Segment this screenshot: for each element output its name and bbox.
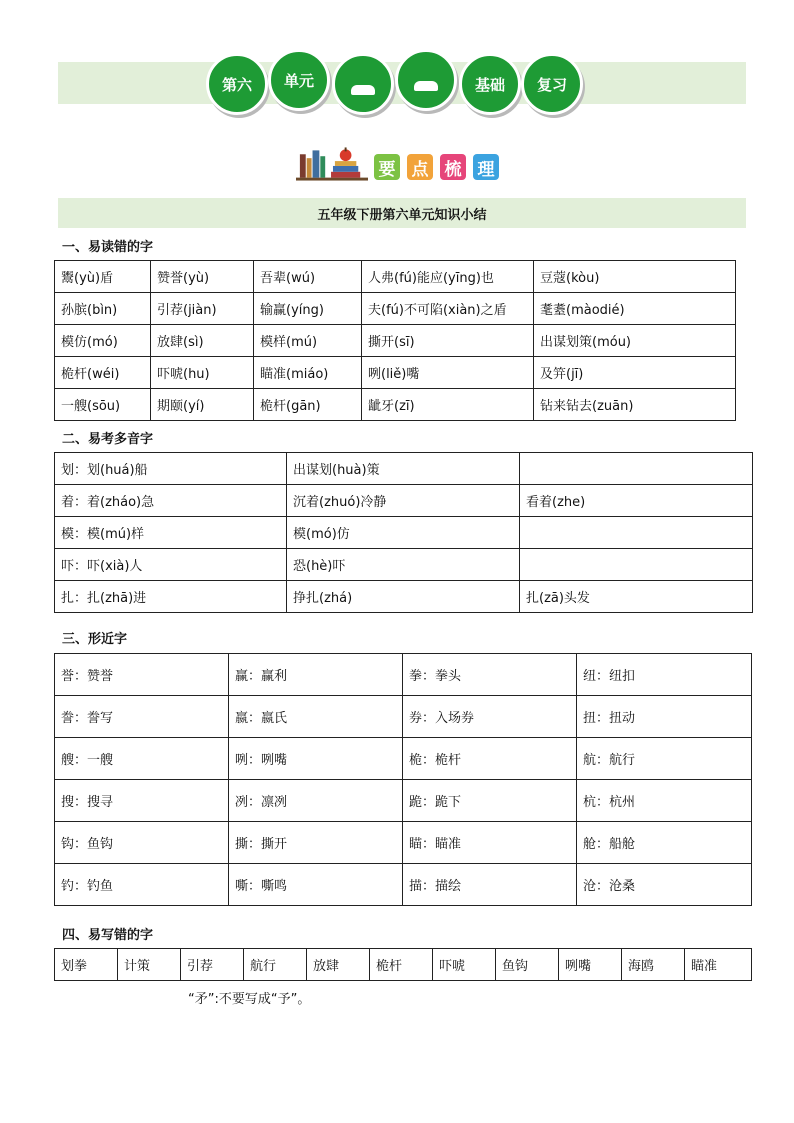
title-tile: 理 (473, 154, 499, 180)
table-cell: 沧：沧桑 (577, 864, 752, 906)
word-cell: 计策 (118, 949, 181, 981)
word-cell: 航行 (244, 949, 307, 981)
table-cell: 航：航行 (577, 738, 752, 780)
table-row (55, 581, 753, 613)
table-cell: 模(mó)仿 (287, 517, 520, 549)
word-cell: 海鸥 (622, 949, 685, 981)
table-cell: 模仿(mó) (55, 325, 151, 357)
word-cell: 放肆 (307, 949, 370, 981)
section2-heading: 二、易考多音字 (62, 432, 154, 447)
table-cell: 舱：船舱 (577, 822, 752, 864)
cloud-icon (414, 81, 438, 91)
table-cell: 桅：桅杆 (403, 738, 577, 780)
table-row (55, 325, 736, 357)
table-cell: 钻来钻去(zuān) (534, 389, 736, 421)
table-cell: 豆蔻(kòu) (534, 261, 736, 293)
table-row (55, 517, 753, 549)
table-cell: 孙膑(bìn) (55, 293, 151, 325)
word-cell: 吓唬 (433, 949, 496, 981)
section3-table (54, 653, 752, 906)
table-row (55, 389, 736, 421)
table-cell: 模样(mú) (254, 325, 362, 357)
header-circle-text: 第六 (221, 75, 252, 94)
word-cell: 划拳 (55, 949, 118, 981)
writing-note: “矛”:不要写成“予”。 (188, 992, 311, 1007)
header-circle-text: 基础 (474, 75, 505, 94)
header-circle-2 (268, 49, 330, 111)
section4-table (54, 948, 752, 981)
header-circle-6 (521, 53, 583, 115)
word-cell: 鱼钩 (496, 949, 559, 981)
table-row (55, 696, 752, 738)
table-cell: 誊：誊写 (55, 696, 229, 738)
table-cell: 赢：赢利 (229, 654, 403, 696)
table-cell: 一艘(sōu) (55, 389, 151, 421)
table-cell: 跪：跪下 (403, 780, 577, 822)
table-cell: 誉：赞誉 (55, 654, 229, 696)
table-row (55, 357, 736, 389)
table-cell: 冽：凛冽 (229, 780, 403, 822)
table-cell: 划：划(huá)船 (55, 453, 287, 485)
table-cell: 龇牙(zī) (362, 389, 534, 421)
table-cell: 嬴：嬴氏 (229, 696, 403, 738)
header-circle-3 (332, 53, 394, 115)
table-cell: 瞄：瞄准 (403, 822, 577, 864)
table-cell: 赞誉(yù) (151, 261, 254, 293)
table-cell: 拳：拳头 (403, 654, 577, 696)
table-cell: 咧：咧嘴 (229, 738, 403, 780)
table-cell (520, 549, 753, 581)
table-cell: 沉着(zhuó)冷静 (287, 485, 520, 517)
table-row (55, 949, 752, 981)
table-cell: 引荐(jiàn) (151, 293, 254, 325)
section3-heading: 三、形近字 (62, 632, 128, 647)
table-cell: 撕：撕开 (229, 822, 403, 864)
table-cell: 夫(fú)不可陷(xiàn)之盾 (362, 293, 534, 325)
table-row (55, 822, 752, 864)
table-cell: 艘：一艘 (55, 738, 229, 780)
table-cell: 人弗(fú)能应(yīng)也 (362, 261, 534, 293)
header-circle-text: 单元 (283, 71, 314, 90)
table-cell (520, 453, 753, 485)
table-cell: 耄耋(màodié) (534, 293, 736, 325)
section1-table (54, 260, 736, 421)
table-cell: 钓：钓鱼 (55, 864, 229, 906)
section4-heading: 四、易写错的字 (62, 928, 154, 943)
section2-table (54, 452, 753, 613)
table-row (55, 485, 753, 517)
table-cell: 杭：杭州 (577, 780, 752, 822)
table-cell: 钩：鱼钩 (55, 822, 229, 864)
books-icon (296, 146, 368, 182)
summary-title-bar (58, 198, 746, 228)
table-cell: 输赢(yíng) (254, 293, 362, 325)
table-cell: 嘶：嘶鸣 (229, 864, 403, 906)
table-row (55, 738, 752, 780)
word-cell: 桅杆 (370, 949, 433, 981)
table-cell: 描：描绘 (403, 864, 577, 906)
word-cell: 瞄准 (685, 949, 752, 981)
table-cell: 挣扎(zhá) (287, 581, 520, 613)
table-cell (520, 517, 753, 549)
table-cell: 券：入场券 (403, 696, 577, 738)
title-tile: 要 (374, 154, 400, 180)
table-row (55, 261, 736, 293)
table-cell: 着：着(zháo)急 (55, 485, 287, 517)
table-cell: 看着(zhe) (520, 485, 753, 517)
table-row (55, 549, 753, 581)
table-cell: 吾辈(wú) (254, 261, 362, 293)
table-cell: 放肆(sì) (151, 325, 254, 357)
title-tile: 梳 (440, 154, 466, 180)
table-row (55, 453, 753, 485)
word-cell: 引荐 (181, 949, 244, 981)
table-cell: 咧(liě)嘴 (362, 357, 534, 389)
header-circle-5 (459, 53, 521, 115)
table-cell: 出谋划策(móu) (534, 325, 736, 357)
word-cell: 咧嘴 (559, 949, 622, 981)
title-tile: 点 (407, 154, 433, 180)
table-cell: 及笄(jī) (534, 357, 736, 389)
table-cell: 桅杆(wéi) (55, 357, 151, 389)
table-row (55, 293, 736, 325)
table-cell: 扭：扭动 (577, 696, 752, 738)
table-cell: 扎：扎(zhā)进 (55, 581, 287, 613)
header-circle-1 (206, 53, 268, 115)
table-cell: 搜：搜寻 (55, 780, 229, 822)
table-row (55, 780, 752, 822)
table-cell: 吓唬(hu) (151, 357, 254, 389)
table-row (55, 864, 752, 906)
summary-title: 五年级下册第六单元知识小结 (317, 207, 487, 223)
header-circle-text: 复习 (536, 75, 567, 94)
section1-heading: 一、易读错的字 (62, 240, 154, 255)
table-cell: 纽：纽扣 (577, 654, 752, 696)
cloud-icon (351, 85, 375, 95)
table-cell: 桅杆(gān) (254, 389, 362, 421)
table-row (55, 654, 752, 696)
header-circle-4 (395, 49, 457, 111)
table-cell: 瞄准(miáo) (254, 357, 362, 389)
table-cell: 扎(zā)头发 (520, 581, 753, 613)
table-cell: 期颐(yí) (151, 389, 254, 421)
table-cell: 鬻(yù)盾 (55, 261, 151, 293)
table-cell: 撕开(sī) (362, 325, 534, 357)
table-cell: 模：模(mú)样 (55, 517, 287, 549)
table-cell: 出谋划(huà)策 (287, 453, 520, 485)
table-cell: 恐(hè)吓 (287, 549, 520, 581)
table-cell: 吓：吓(xià)人 (55, 549, 287, 581)
